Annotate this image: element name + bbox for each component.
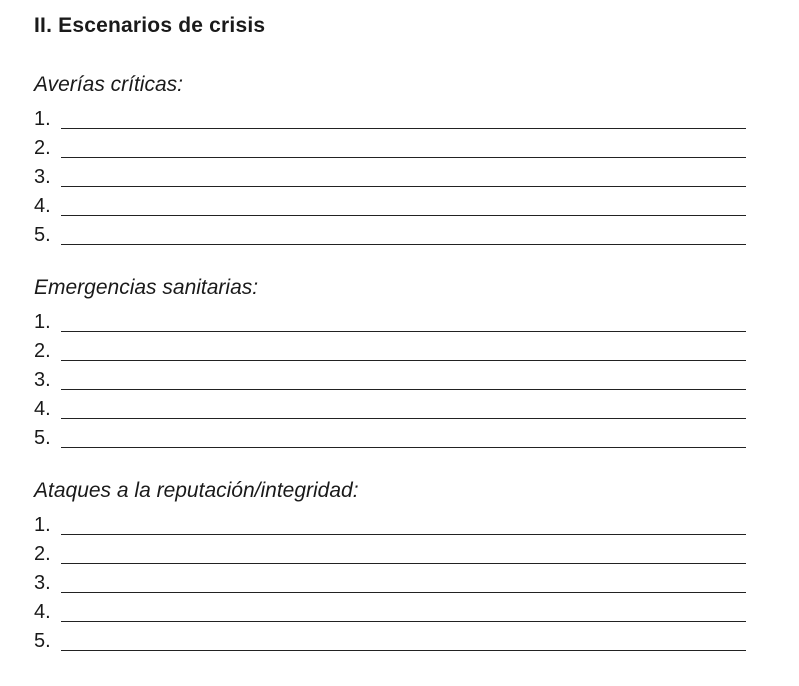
section-reputation-attacks	[34, 477, 746, 652]
section-heading: Averías críticas:	[34, 73, 183, 96]
answer-blank-line[interactable]	[61, 360, 746, 361]
section-critical-failures	[34, 71, 746, 246]
section-heading: Ataques a la reputación/integridad:	[34, 479, 359, 502]
item-number: 1.	[34, 311, 51, 333]
item-number: 5.	[34, 224, 51, 246]
list-item	[34, 594, 746, 623]
item-number: 3.	[34, 572, 51, 594]
answer-blank-line[interactable]	[61, 650, 746, 651]
answer-blank-line[interactable]	[61, 592, 746, 593]
item-number: 3.	[34, 166, 51, 188]
section-health-emergencies	[34, 274, 746, 449]
answer-blank-line[interactable]	[61, 331, 746, 332]
answer-blank-line[interactable]	[61, 157, 746, 158]
item-number: 5.	[34, 630, 51, 652]
list-item	[34, 217, 746, 246]
item-number: 1.	[34, 108, 51, 130]
list-item	[34, 623, 746, 652]
answer-blank-line[interactable]	[61, 418, 746, 419]
list-item	[34, 362, 746, 391]
list-item	[34, 304, 746, 333]
item-number: 1.	[34, 514, 51, 536]
answer-blank-line[interactable]	[61, 128, 746, 129]
list-item	[34, 565, 746, 594]
list-item	[34, 391, 746, 420]
answer-blank-line[interactable]	[61, 186, 746, 187]
answer-blank-line[interactable]	[61, 447, 746, 448]
answer-blank-line[interactable]	[61, 244, 746, 245]
page-title: II. Escenarios de crisis	[34, 14, 266, 37]
list-item	[34, 188, 746, 217]
item-number: 4.	[34, 398, 51, 420]
list-item	[34, 101, 746, 130]
list-item	[34, 333, 746, 362]
answer-blank-line[interactable]	[61, 389, 746, 390]
list-item	[34, 420, 746, 449]
item-number: 2.	[34, 543, 51, 565]
answer-blank-line[interactable]	[61, 534, 746, 535]
answer-blank-line[interactable]	[61, 215, 746, 216]
item-number: 5.	[34, 427, 51, 449]
item-number: 4.	[34, 601, 51, 623]
answer-blank-line[interactable]	[61, 563, 746, 564]
list-item	[34, 536, 746, 565]
answer-blank-line[interactable]	[61, 621, 746, 622]
item-number: 4.	[34, 195, 51, 217]
list-item	[34, 507, 746, 536]
list-item	[34, 159, 746, 188]
item-number: 2.	[34, 137, 51, 159]
item-number: 3.	[34, 369, 51, 391]
item-number: 2.	[34, 340, 51, 362]
list-item	[34, 130, 746, 159]
section-heading: Emergencias sanitarias:	[34, 276, 259, 299]
